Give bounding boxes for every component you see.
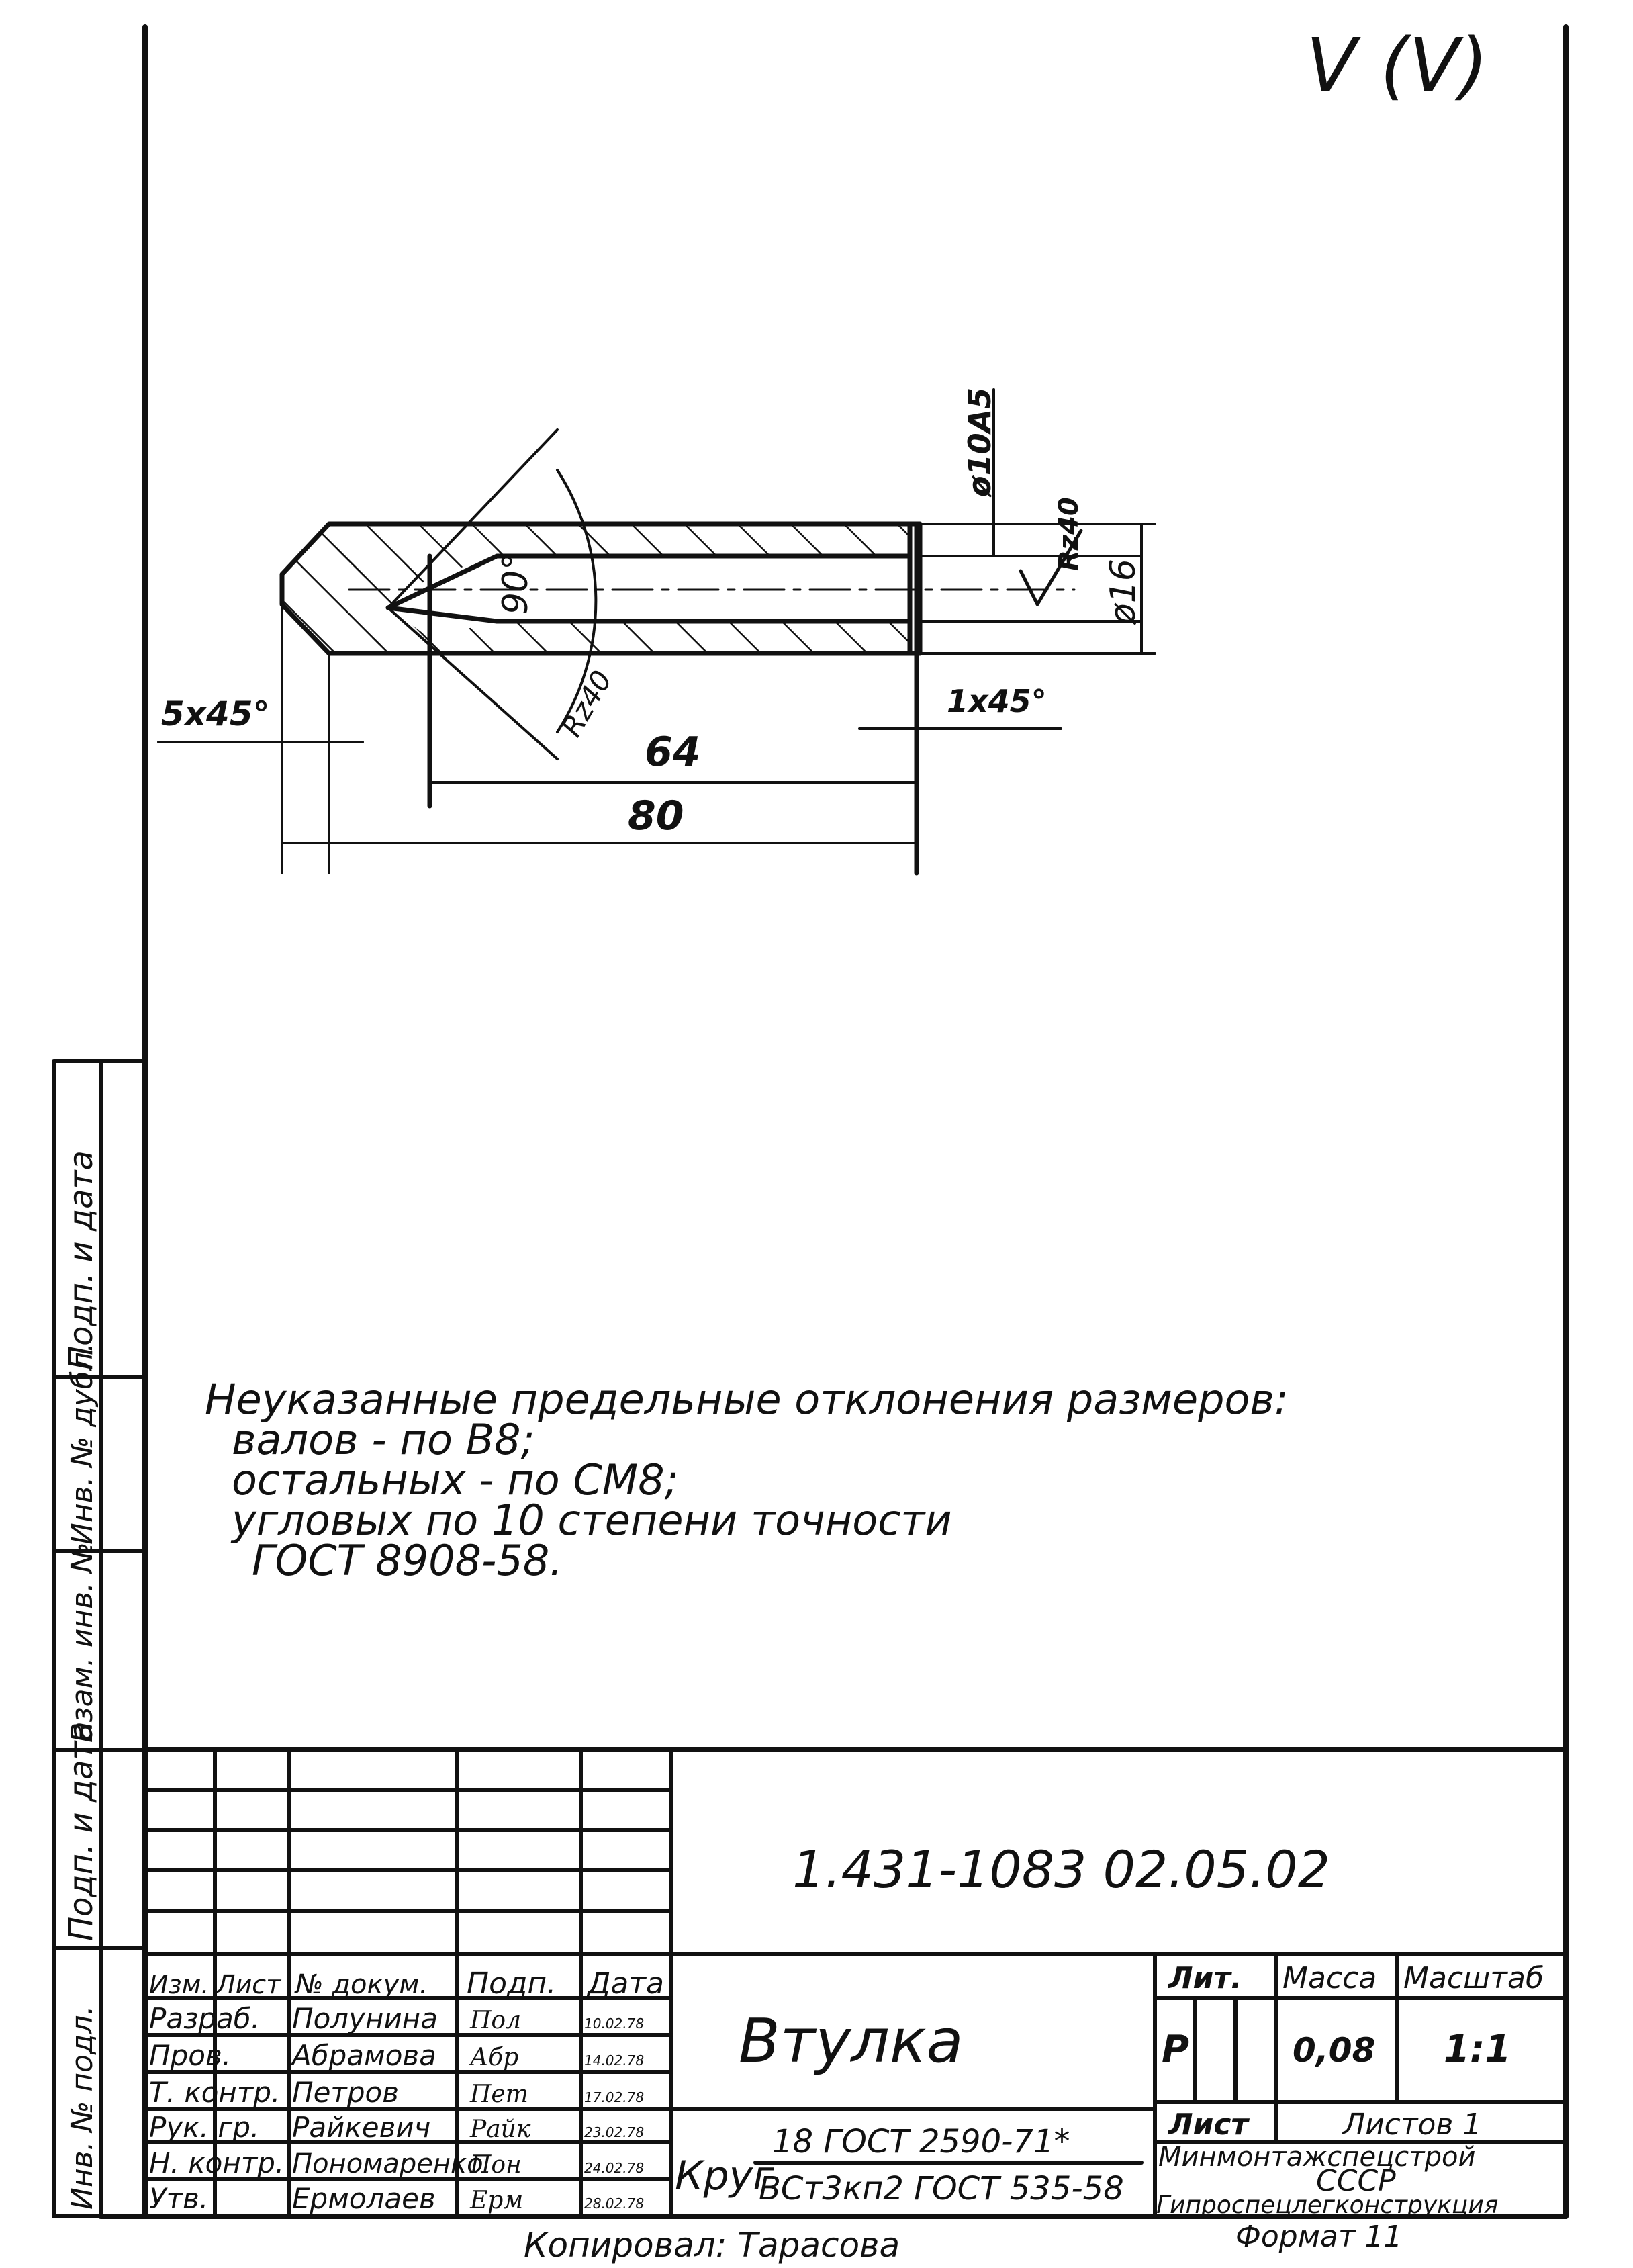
part-name: Втулка bbox=[739, 2006, 964, 2077]
lit-label: Лит. bbox=[1168, 1961, 1242, 1995]
svg-text:Пономаренко: Пономаренко bbox=[292, 2148, 483, 2179]
part-drawing bbox=[158, 388, 1155, 873]
svg-text:Абрамова: Абрамова bbox=[292, 2039, 436, 2072]
sheet-label: Лист bbox=[1168, 2107, 1248, 2142]
svg-text:Н. контр.: Н. контр. bbox=[149, 2146, 285, 2179]
lit-value: Р bbox=[1162, 2028, 1190, 2071]
corner-roughness-mark: V (V) bbox=[1306, 22, 1489, 108]
svg-text:24.02.78: 24.02.78 bbox=[584, 2160, 645, 2176]
svg-text:Райк: Райк bbox=[470, 2116, 531, 2143]
svg-text:17.02.78: 17.02.78 bbox=[584, 2089, 645, 2105]
material-prefix: Круг bbox=[675, 2152, 774, 2199]
svg-text:10.02.78: 10.02.78 bbox=[584, 2015, 645, 2032]
part-hatched-section-top bbox=[329, 524, 910, 578]
svg-text:Пол: Пол bbox=[470, 2007, 521, 2034]
length-total-label: 80 bbox=[628, 792, 684, 840]
roughness-cone-label: Rz40 bbox=[555, 664, 618, 742]
org-line-1: Минмонтажспецстрой bbox=[1158, 2142, 1476, 2173]
svg-text:Пон: Пон bbox=[470, 2151, 522, 2179]
technical-notes bbox=[205, 1375, 1289, 1585]
signer-row-4 bbox=[149, 2111, 644, 2144]
material-bottom: ВСт3кп2 ГОСТ 535-58 bbox=[759, 2170, 1124, 2208]
svg-text:28.02.78: 28.02.78 bbox=[584, 2195, 645, 2212]
note-line-2: валов - по В8; bbox=[232, 1415, 535, 1464]
svg-text:Полунина: Полунина bbox=[292, 2002, 438, 2035]
signer-row-3 bbox=[149, 2076, 644, 2109]
note-line-5: ГОСТ 8908-58. bbox=[252, 1536, 563, 1585]
head-ndokum: № докум. bbox=[295, 1969, 428, 2000]
copied-by: Копировал: Тарасова bbox=[524, 2226, 900, 2265]
svg-text:Райкевич: Райкевич bbox=[292, 2111, 431, 2144]
signer-row-2 bbox=[149, 2039, 644, 2072]
head-data: Дата bbox=[588, 1966, 664, 2001]
format-label: Формат 11 bbox=[1235, 2220, 1403, 2254]
note-line-1: Неуказанные предельные отклонения размеров: bbox=[205, 1375, 1289, 1424]
svg-text:Ермолаев: Ермолаев bbox=[292, 2182, 436, 2215]
org-line-3: Гипроспецлегконструкция bbox=[1156, 2191, 1499, 2219]
title-block bbox=[145, 1750, 1566, 2219]
side-stamp-vzam-inv: Взам. инв. № bbox=[65, 1542, 99, 1743]
svg-text:Пет: Пет bbox=[470, 2081, 528, 2108]
material-top: 18 ГОСТ 2590-71* bbox=[772, 2123, 1070, 2161]
massa-label: Масса bbox=[1282, 1961, 1377, 1995]
side-stamp-sign-date-1: Подп. и дата bbox=[62, 1150, 100, 1370]
masshtab-label: Масштаб bbox=[1403, 1961, 1544, 1995]
head-list: Лист bbox=[216, 1970, 281, 1999]
svg-text:Пров.: Пров. bbox=[149, 2039, 232, 2072]
svg-text:Ерм: Ерм bbox=[470, 2187, 524, 2214]
note-line-3: остальных - по СМ8; bbox=[232, 1455, 679, 1504]
roughness-bore-label: Rz40 bbox=[1054, 497, 1084, 571]
document-number: 1.431-1083 02.05.02 bbox=[792, 1840, 1331, 1899]
svg-text:23.02.78: 23.02.78 bbox=[584, 2124, 645, 2140]
chamfer-left-label: 5x45° bbox=[161, 694, 270, 733]
svg-text:Утв.: Утв. bbox=[149, 2182, 209, 2215]
svg-text:Т. контр.: Т. контр. bbox=[149, 2076, 281, 2109]
diameter-outer-label: ø16 bbox=[1103, 559, 1144, 625]
sheets-count: Листов 1 bbox=[1343, 2107, 1482, 2142]
svg-text:Рук. гр.: Рук. гр. bbox=[149, 2111, 260, 2144]
side-stamp-inv-podl: Инв. № подл. bbox=[65, 2005, 99, 2210]
side-stamp bbox=[54, 1061, 145, 2216]
head-podp: Подп. bbox=[467, 1966, 557, 2001]
chamfer-right-label: 1x45° bbox=[947, 683, 1047, 719]
diameter-bore-label: ø10A5 bbox=[962, 387, 998, 497]
svg-text:14.02.78: 14.02.78 bbox=[584, 2052, 645, 2069]
head-izm: Изм. bbox=[149, 1970, 209, 1999]
signer-row-6 bbox=[149, 2182, 644, 2215]
side-stamp-inv-dubl: Инв. № дубл. bbox=[65, 1342, 99, 1545]
massa-value: 0,08 bbox=[1293, 2031, 1376, 2070]
note-line-4: угловых по 10 степени точности bbox=[232, 1496, 952, 1545]
signer-row-1 bbox=[149, 2002, 644, 2035]
svg-text:Разраб.: Разраб. bbox=[149, 2002, 261, 2035]
svg-text:Абр: Абр bbox=[470, 2044, 519, 2071]
signer-row-5 bbox=[149, 2146, 644, 2179]
svg-text:Петров: Петров bbox=[292, 2076, 399, 2109]
masshtab-value: 1:1 bbox=[1444, 2028, 1511, 2071]
side-stamp-sign-date-2: Подп. и дата bbox=[62, 1721, 100, 1941]
angle-90-label: 90° bbox=[496, 552, 536, 615]
length-bore-label: 64 bbox=[645, 729, 701, 776]
org-line-2: СССР bbox=[1316, 2164, 1396, 2198]
